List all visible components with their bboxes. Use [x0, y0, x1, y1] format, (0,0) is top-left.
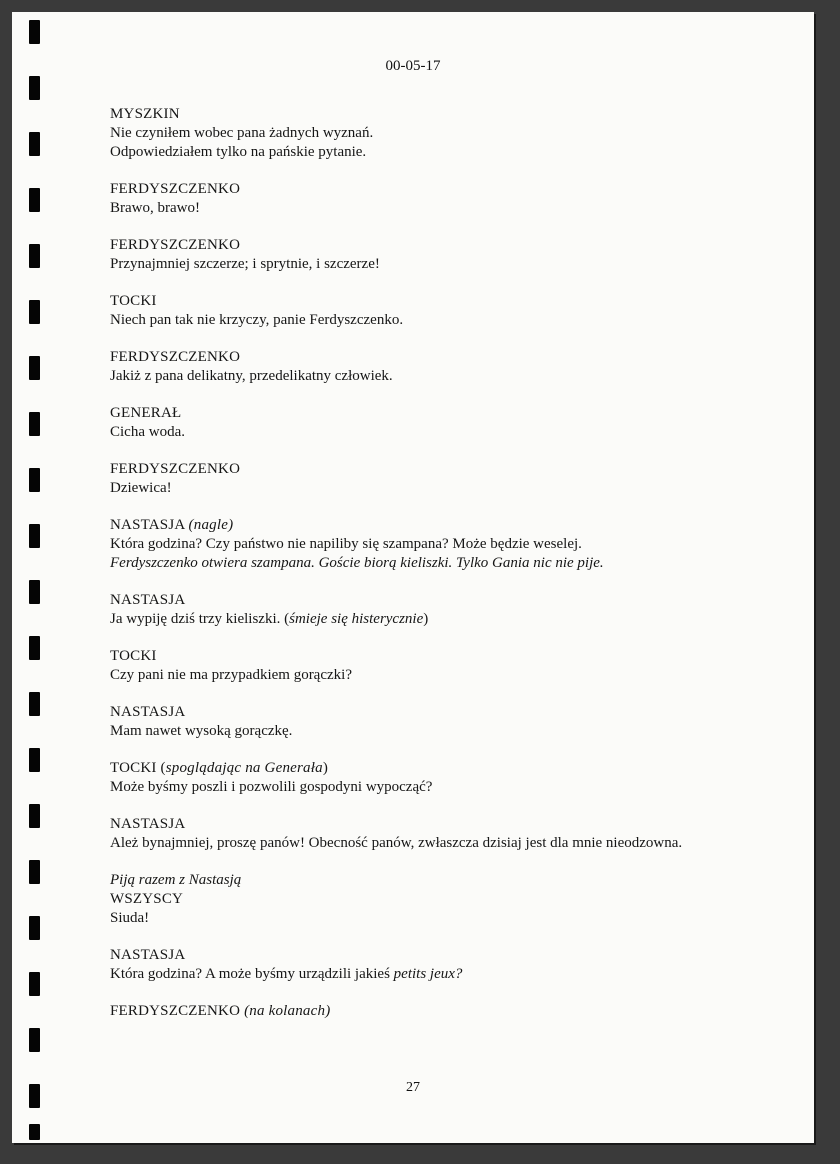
speaker-line	[110, 759, 722, 778]
foreign-phrase: petits jeux?	[393, 966, 463, 982]
dialogue-line	[110, 610, 722, 629]
dialogue-line: Czy pani nie ma przypadkiem gorączki?	[110, 667, 352, 683]
speaker-name: FERDYSZCZENKO	[110, 1003, 241, 1019]
binder-hole	[29, 412, 40, 436]
speaker-line	[110, 516, 722, 535]
dialogue-line: Dziewica!	[110, 480, 172, 496]
dialogue-line: Przynajmniej szczerze; i sprytnie, i szczerze!	[110, 256, 380, 272]
dialogue-block	[110, 759, 722, 797]
dialogue-block	[110, 591, 722, 629]
binder-hole	[29, 1124, 40, 1140]
document-page	[12, 12, 814, 1143]
speaker-direction: (na kolanach)	[244, 1003, 331, 1019]
binder-hole	[29, 748, 40, 772]
dialogue-text: Która godzina? A może byśmy urządzili jakieś	[110, 966, 394, 982]
dialogue-block	[110, 703, 722, 741]
dialogue-block	[110, 460, 722, 498]
dialogue-line: Mam nawet wysoką gorączkę.	[110, 723, 293, 739]
inline-stage-direction: śmieje się histerycznie	[289, 611, 424, 627]
speaker-name: GENERAŁ	[110, 405, 182, 421]
dialogue-line	[110, 965, 722, 984]
dialogue-block	[110, 815, 722, 853]
speaker-name: TOCKI	[110, 760, 157, 776]
speaker-line	[110, 1002, 722, 1021]
dialogue-text: Ja wypiję dziś trzy kieliszki. (	[110, 611, 290, 627]
speaker-name: NASTASJA	[110, 816, 186, 832]
speaker-name: TOCKI	[110, 648, 157, 664]
dialogue-block	[110, 105, 722, 162]
dialogue-block	[110, 404, 722, 442]
binder-hole	[29, 20, 40, 44]
dialogue-line: Nie czyniłem wobec pana żadnych wyznań.	[110, 125, 374, 141]
dialogue-block	[110, 236, 722, 274]
binder-hole	[29, 916, 40, 940]
speaker-name: NASTASJA	[110, 704, 186, 720]
binder-hole	[29, 132, 40, 156]
binder-hole	[29, 804, 40, 828]
page-header-date: 00-05-17	[385, 58, 441, 74]
speaker-name: TOCKI	[110, 293, 157, 309]
dialogue-line: Cicha woda.	[110, 424, 185, 440]
binder-hole	[29, 76, 40, 100]
speaker-name: NASTASJA	[110, 592, 186, 608]
speaker-name: WSZYSCY	[110, 891, 184, 907]
binder-hole	[29, 524, 40, 548]
dialogue-block	[110, 180, 722, 218]
dialogue-line: Brawo, brawo!	[110, 200, 200, 216]
dialogue-block	[110, 292, 722, 330]
binder-hole	[29, 1028, 40, 1052]
binder-hole	[29, 188, 40, 212]
dialogue-text-tail: )	[423, 611, 429, 627]
binder-hole	[29, 300, 40, 324]
speaker-name: FERDYSZCZENKO	[110, 237, 241, 253]
speaker-name: FERDYSZCZENKO	[110, 181, 241, 197]
dialogue-block	[110, 946, 722, 984]
stage-direction: Ferdyszczenko otwiera szampana. Goście biorą kieliszki. Tylko Gania nic nie pije.	[110, 555, 604, 571]
dialogue-block	[110, 516, 722, 573]
dialogue-line: Jakiż z pana delikatny, przedelikatny człowiek.	[110, 368, 393, 384]
speaker-paren-open: (	[160, 760, 166, 776]
stage-direction: Piją razem z Nastasją	[110, 872, 242, 888]
binder-hole	[29, 244, 40, 268]
binder-holes	[12, 12, 72, 1143]
dialogue-line: Niech pan tak nie krzyczy, panie Ferdyszczenko.	[110, 312, 404, 328]
speaker-name: NASTASJA	[110, 947, 186, 963]
binder-hole	[29, 356, 40, 380]
binder-hole	[29, 692, 40, 716]
speaker-name: FERDYSZCZENKO	[110, 349, 241, 365]
speaker-direction: spoglądając na Generała	[165, 760, 323, 776]
binder-hole	[29, 468, 40, 492]
dialogue-block	[110, 348, 722, 386]
speaker-name: FERDYSZCZENKO	[110, 461, 241, 477]
binder-hole	[29, 860, 40, 884]
script-body	[110, 105, 722, 1039]
dialogue-line: Może byśmy poszli i pozwolili gospodyni wypocząć?	[110, 779, 433, 795]
page-number: 27	[406, 1080, 420, 1095]
dialogue-line: Która godzina? Czy państwo nie napiliby się szampana? Może będzie weselej.	[110, 536, 582, 552]
binder-hole	[29, 580, 40, 604]
dialogue-line: Ależ bynajmniej, proszę panów! Obecność panów, zwłaszcza dzisiaj jest dla mnie nieodzowna.	[110, 835, 683, 851]
binder-hole	[29, 636, 40, 660]
speaker-direction: (nagle)	[188, 517, 234, 533]
dialogue-line: Odpowiedziałem tylko na pańskie pytanie.	[110, 144, 367, 160]
dialogue-block	[110, 871, 722, 928]
speaker-name: MYSZKIN	[110, 106, 180, 122]
binder-hole	[29, 972, 40, 996]
dialogue-block	[110, 647, 722, 685]
speaker-paren-close: )	[322, 760, 329, 776]
dialogue-line: Siuda!	[110, 910, 150, 926]
speaker-name: NASTASJA	[110, 517, 185, 533]
dialogue-block	[110, 1002, 722, 1021]
